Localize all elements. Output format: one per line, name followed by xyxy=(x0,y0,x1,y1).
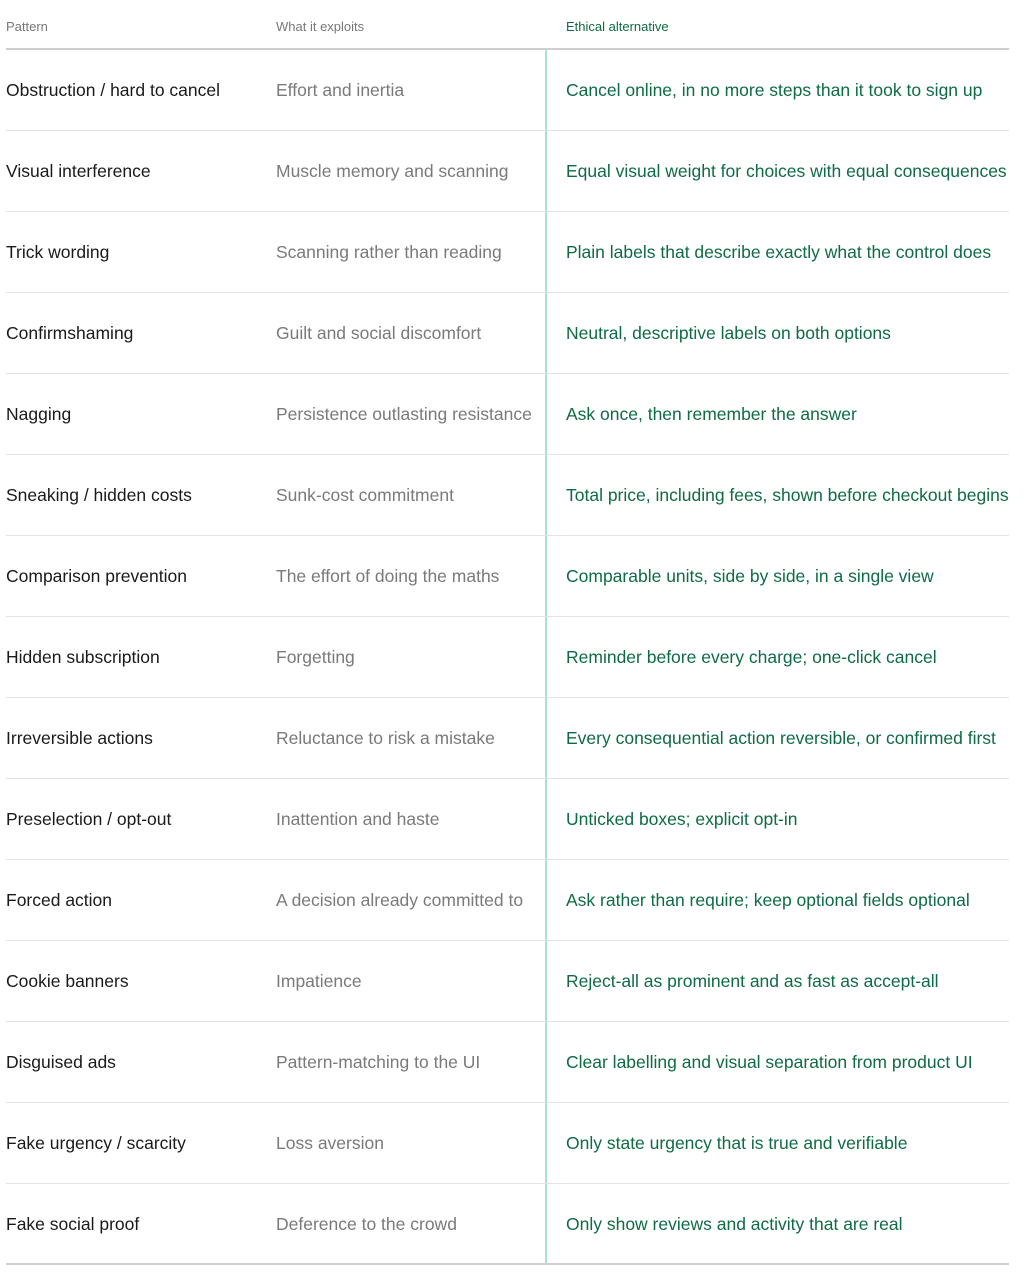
alternative-cell: Ask once, then remember the answer xyxy=(566,404,857,424)
column-divider xyxy=(545,455,547,535)
exploits-cell: The effort of doing the maths xyxy=(276,566,500,586)
pattern-cell: Confirmshaming xyxy=(6,323,134,343)
pattern-cell: Hidden subscription xyxy=(6,647,160,667)
pattern-cell: Fake urgency / scarcity xyxy=(6,1133,186,1153)
table-row xyxy=(6,698,1009,779)
column-header-exploits: What it exploits xyxy=(276,19,365,34)
pattern-cell: Cookie banners xyxy=(6,971,129,991)
exploits-cell: Inattention and haste xyxy=(276,809,440,829)
dark-patterns-table xyxy=(6,0,1009,1265)
table-row xyxy=(6,1022,1009,1103)
alternative-cell: Unticked boxes; explicit opt-in xyxy=(566,809,798,829)
alternative-cell: Neutral, descriptive labels on both options xyxy=(566,323,891,343)
column-divider xyxy=(545,374,547,454)
table-row xyxy=(6,50,1009,131)
alternative-cell: Clear labelling and visual separation from product UI xyxy=(566,1052,973,1072)
alternative-cell: Reminder before every charge; one-click cancel xyxy=(566,647,937,667)
column-divider xyxy=(545,617,547,697)
alternative-cell: Total price, including fees, shown before checkout begins xyxy=(566,485,1009,505)
exploits-cell: Impatience xyxy=(276,971,362,991)
table-row xyxy=(6,212,1009,293)
exploits-cell: Guilt and social discomfort xyxy=(276,323,482,343)
exploits-cell: Reluctance to risk a mistake xyxy=(276,728,495,748)
alternative-cell: Only state urgency that is true and verifiable xyxy=(566,1133,908,1153)
alternative-cell: Ask rather than require; keep optional fields optional xyxy=(566,890,970,910)
column-divider xyxy=(545,50,547,130)
table-row xyxy=(6,941,1009,1022)
exploits-cell: Scanning rather than reading xyxy=(276,242,502,262)
exploits-cell: Forgetting xyxy=(276,647,355,667)
exploits-cell: Pattern-matching to the UI xyxy=(276,1052,481,1072)
exploits-cell: Loss aversion xyxy=(276,1133,384,1153)
exploits-cell: Deference to the crowd xyxy=(276,1213,457,1234)
alternative-cell: Equal visual weight for choices with equal consequences xyxy=(566,161,1007,181)
exploits-cell: A decision already committed to xyxy=(276,890,524,910)
column-divider xyxy=(545,536,547,616)
table-row xyxy=(6,1184,1009,1265)
column-divider xyxy=(545,1103,547,1183)
pattern-cell: Visual interference xyxy=(6,161,151,181)
pattern-cell: Obstruction / hard to cancel xyxy=(6,80,220,100)
column-divider xyxy=(545,779,547,859)
pattern-cell: Preselection / opt-out xyxy=(6,809,172,829)
pattern-cell: Trick wording xyxy=(6,242,110,262)
pattern-cell: Comparison prevention xyxy=(6,566,187,586)
column-divider xyxy=(545,131,547,211)
column-header-pattern: Pattern xyxy=(6,19,48,34)
alternative-cell: Cancel online, in no more steps than it took to sign up xyxy=(566,80,983,100)
table-header xyxy=(6,0,1009,50)
exploits-cell: Persistence outlasting resistance xyxy=(276,404,532,424)
column-divider xyxy=(545,1184,547,1263)
alternative-cell: Plain labels that describe exactly what the control does xyxy=(566,242,992,262)
table-row xyxy=(6,374,1009,455)
column-divider xyxy=(545,698,547,778)
exploits-cell: Muscle memory and scanning xyxy=(276,161,509,181)
table-row xyxy=(6,617,1009,698)
table-row xyxy=(6,293,1009,374)
table-row xyxy=(6,1103,1009,1184)
alternative-cell: Only show reviews and activity that are real xyxy=(566,1213,903,1234)
pattern-cell: Sneaking / hidden costs xyxy=(6,485,192,505)
alternative-cell: Every consequential action reversible, or confirmed first xyxy=(566,728,996,748)
exploits-cell: Sunk-cost commitment xyxy=(276,485,454,505)
column-divider xyxy=(545,941,547,1021)
table-row xyxy=(6,536,1009,617)
pattern-cell: Fake social proof xyxy=(6,1213,140,1234)
pattern-cell: Forced action xyxy=(6,890,113,910)
pattern-cell: Irreversible actions xyxy=(6,728,153,748)
table-row xyxy=(6,131,1009,212)
column-header-alternative: Ethical alternative xyxy=(566,19,669,34)
table-row xyxy=(6,779,1009,860)
alternative-cell: Comparable units, side by side, in a single view xyxy=(566,566,934,586)
column-divider xyxy=(545,860,547,940)
column-divider xyxy=(545,293,547,373)
column-divider xyxy=(545,1022,547,1102)
table-row xyxy=(6,455,1009,536)
exploits-cell: Effort and inertia xyxy=(276,80,405,100)
table-body xyxy=(6,50,1009,1265)
pattern-cell: Disguised ads xyxy=(6,1052,116,1072)
column-divider xyxy=(545,212,547,292)
table-row xyxy=(6,860,1009,941)
alternative-cell: Reject-all as prominent and as fast as accept-all xyxy=(566,971,939,991)
pattern-cell: Nagging xyxy=(6,404,72,424)
